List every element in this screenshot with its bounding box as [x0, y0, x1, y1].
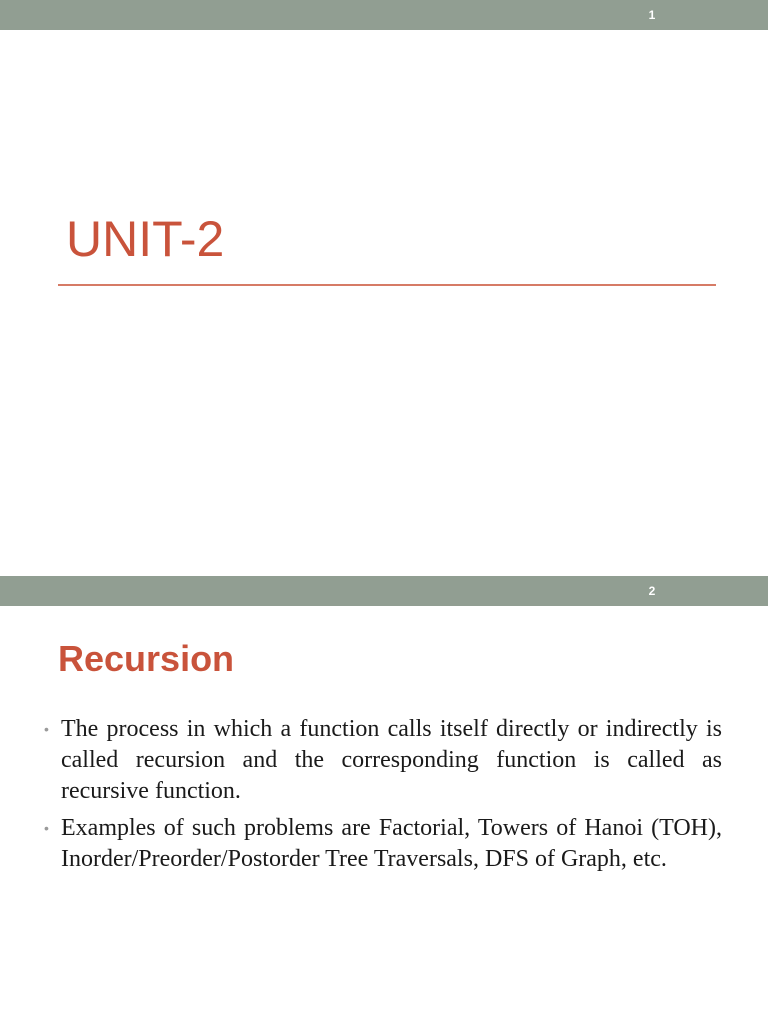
bullet-dot-icon: • [44, 721, 49, 737]
slide-2 [0, 576, 768, 1024]
slide-header-bar [0, 576, 768, 606]
slide-title: Recursion [58, 638, 235, 679]
bullet-dot-icon: • [44, 820, 49, 836]
bullet-list [44, 714, 722, 881]
slide-number: 2 [648, 584, 656, 598]
slide-number: 1 [648, 8, 656, 22]
bullet-item [44, 813, 722, 875]
bullet-text: Examples of such problems are Factorial, Towers of Hanoi (TOH), Inorder/Preorder/Postorder Tree Traversals, DFS of Graph, etc. [61, 815, 722, 872]
bullet-text: The process in which a function calls itself directly or indirectly is called recursion and the corresponding function is called as recursive function. [61, 716, 722, 804]
slide-title: UNIT-2 [66, 211, 225, 267]
bullet-item [44, 714, 722, 807]
title-divider [58, 284, 716, 286]
slide-header-bar [0, 0, 768, 30]
